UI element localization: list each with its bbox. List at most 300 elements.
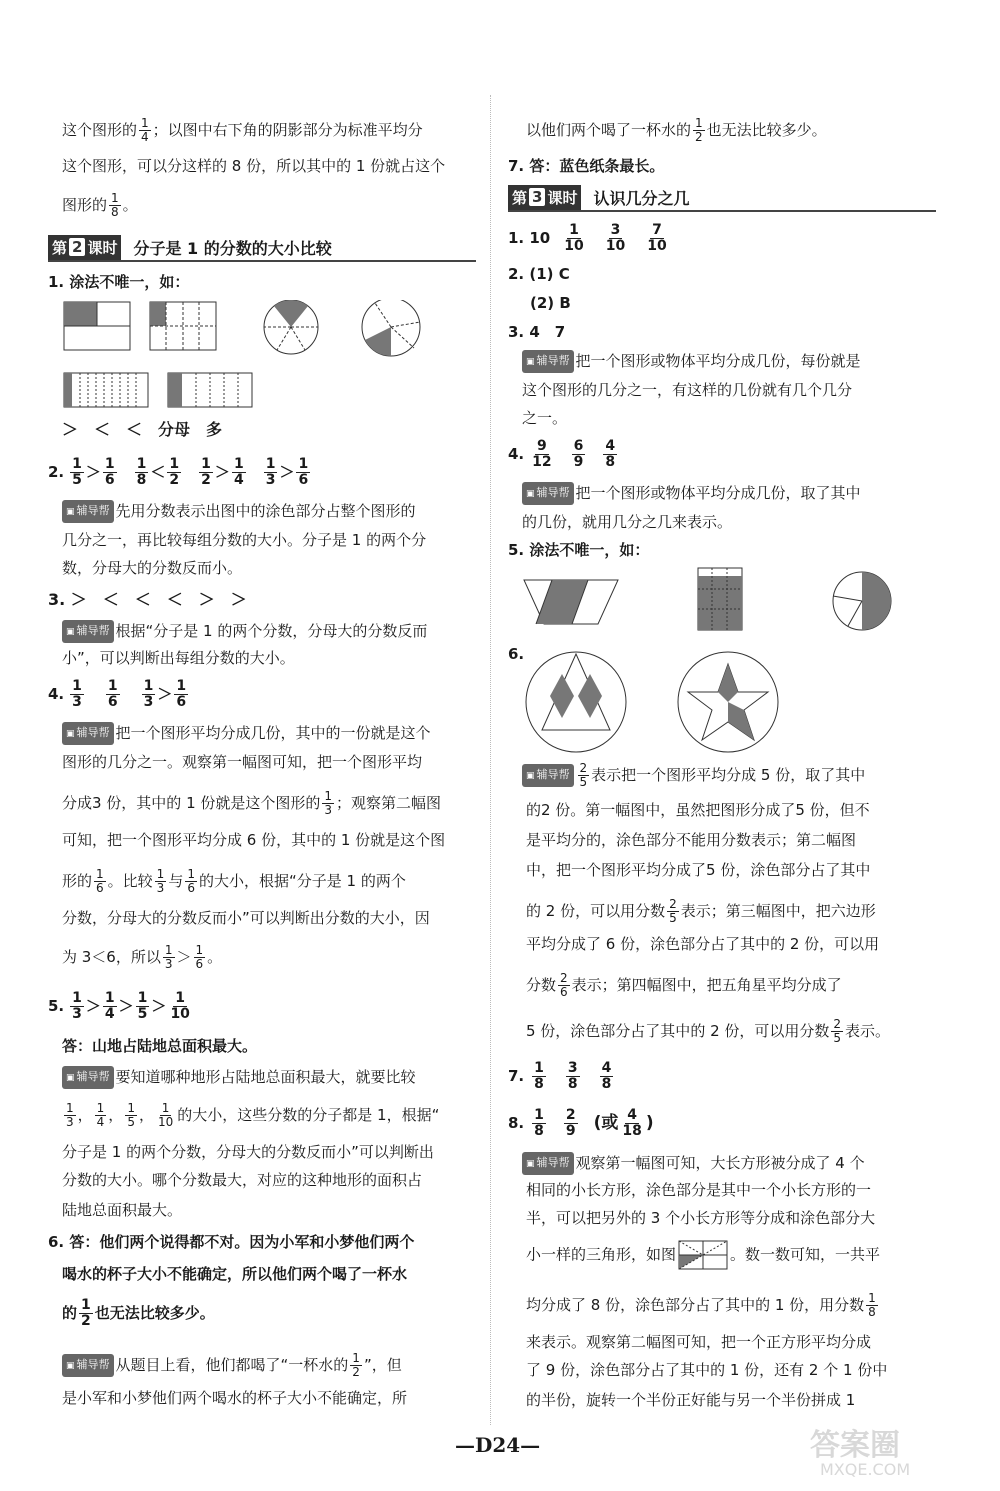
denominator: 5 [833, 1031, 842, 1045]
text: ＞ [118, 997, 134, 1015]
text: 2. [48, 463, 65, 481]
numerator: 1 [81, 1297, 91, 1313]
helper-badge: ▣ 辅导帮 [62, 1354, 114, 1377]
helper-line [522, 482, 861, 505]
helper-badge: ▣ 辅导帮 [522, 764, 574, 787]
text-line [62, 117, 423, 144]
circle-diamond-figure [526, 652, 626, 752]
helper-line: 的半份，旋转一个半份正好能与另一个半份拼成 1 [526, 1391, 856, 1409]
text: 7. [508, 1067, 525, 1085]
numerator: 1 [265, 455, 276, 472]
denominator: 6 [298, 471, 309, 488]
numerator: 1 [104, 989, 115, 1006]
helper-line [62, 1066, 416, 1089]
denominator: 3 [143, 693, 154, 710]
text: 4. [48, 685, 65, 703]
fraction [558, 972, 570, 999]
text: ) [645, 1113, 654, 1133]
lesson-title: 认识几分之几 [593, 188, 690, 208]
helper-line [62, 1352, 402, 1379]
numerator: 1 [104, 455, 115, 472]
fraction [322, 790, 334, 817]
column-divider [490, 95, 491, 1425]
numerator: 1 [96, 1101, 105, 1115]
denominator: 8 [136, 471, 147, 488]
helper-line: $\frac{1}{3}$ ， $\frac{1}{4}$ ， $\frac{1}{5}$ ， $\frac{1}{10}$ 的大小，这些分数的分子都是 1，根据“ [66, 1101, 440, 1129]
fraction [70, 457, 84, 488]
helper-line: 分数，分母大的分数反而小”可以判断出分数的大小，因 [62, 909, 430, 927]
helper-line [62, 790, 441, 817]
tag-text: 第 [512, 188, 528, 207]
text: 从题目上看，他们都喝了“一杯水的 [115, 1356, 349, 1374]
lesson-header [508, 184, 936, 212]
denominator: 6 [195, 957, 204, 971]
denominator: 18 [622, 1122, 642, 1139]
question-4 [48, 676, 190, 712]
numerator: 1 [534, 1059, 544, 1076]
fraction [135, 457, 149, 488]
numerator: 4 [605, 437, 616, 454]
circle-figure-2 [362, 300, 420, 356]
text: ＞ [85, 997, 101, 1015]
numerator: 1 [141, 116, 149, 130]
numerator: 3 [567, 1059, 578, 1076]
denominator: 3 [72, 1005, 82, 1022]
answer-8 [508, 1104, 654, 1142]
numerator: 2 [560, 971, 568, 985]
denominator: 6 [176, 693, 187, 710]
denominator: 5 [127, 1115, 135, 1129]
helper-line: 的2 份。第一幅图中，虽然把图形分成了5 份，但不 [526, 801, 870, 819]
helper-badge: ▣ 辅导帮 [62, 1066, 114, 1089]
answer-7 [508, 1058, 631, 1094]
text: 表示把一个图形平均分成 5 份，取了其中 [591, 766, 866, 784]
numerator: 3 [610, 221, 621, 238]
numerator: 1 [66, 1101, 74, 1115]
helper-badge: ▣ 辅导帮 [522, 350, 574, 373]
numerator: 1 [161, 1101, 170, 1115]
helper-line: 来表示。观察第二幅图可知，把一个正方形平均分成 [526, 1333, 872, 1351]
text: 也无法比较多少。 [94, 1304, 215, 1322]
denominator: 2 [81, 1313, 91, 1329]
denominator: 10 [647, 237, 667, 254]
fraction [530, 439, 553, 470]
numerator: 1 [107, 677, 118, 694]
denominator: 5 [669, 911, 677, 925]
question-5 [48, 988, 194, 1024]
denominator: 8 [534, 1122, 544, 1139]
text: ；以图中右下角的阴影部分为标准平均分 [152, 121, 423, 139]
denominator: 8 [534, 1075, 544, 1092]
fraction [603, 439, 617, 470]
numerator: 1 [72, 455, 82, 472]
denominator: 8 [605, 453, 616, 470]
helper-line: 相同的小长方形，涂色部分是其中一个小长方形的一 [526, 1181, 872, 1199]
denominator: 3 [156, 881, 165, 895]
fraction [70, 991, 84, 1022]
numerator: 1 [137, 989, 148, 1006]
helper-line [62, 868, 406, 895]
denominator: 2 [201, 471, 211, 488]
text-line [62, 192, 138, 219]
numerator: 1 [569, 221, 579, 238]
numerator: 2 [579, 761, 588, 775]
question-6: 6. 答：他们两个说得都不对。因为小军和小梦他们两个 [48, 1233, 415, 1251]
denominator: 9 [565, 1122, 576, 1139]
helper-line: 是平均分的，涂色部分不能用分数表示；第二幅图 [526, 831, 857, 849]
circle-star-figure [678, 652, 778, 752]
text: 5 份，涂色部分占了其中的 2 份，可以用分数 [526, 1022, 830, 1040]
text: 。 [122, 196, 138, 214]
fraction [264, 457, 278, 488]
text: 先用分数表示出图中的涂色部分占整个图形的 [115, 502, 416, 520]
helper-badge: ▣ 辅导帮 [522, 1152, 574, 1175]
denominator: 5 [579, 775, 588, 789]
text: 的 [62, 1304, 78, 1322]
denominator: 3 [265, 471, 276, 488]
question-6-line: 喝水的杯子大小不能确定，所以他们两个喝了一杯水 [62, 1265, 408, 1283]
parallelogram-figure [524, 580, 618, 624]
text: 的大小，这些分数的分子都是 1，根据“ [177, 1106, 440, 1124]
helper-line [62, 722, 431, 745]
answer-4 [508, 436, 633, 472]
denominator: 3 [72, 693, 82, 710]
helper-line [526, 898, 876, 925]
text: ＞ [85, 463, 101, 481]
fraction [645, 223, 668, 254]
numerator: 1 [127, 1101, 135, 1115]
grid-square-figure [698, 568, 742, 630]
text: 图形的 [62, 196, 108, 214]
helper-line: 的几份，就用几分之几来表示。 [522, 513, 733, 531]
text: ＞ [151, 997, 167, 1015]
text: 的 2 份，可以用分数 [526, 902, 666, 920]
denominator: 2 [169, 471, 180, 488]
numerator: 1 [169, 455, 180, 472]
answer-3: 3. 4 7 [508, 323, 566, 341]
fraction [94, 868, 106, 895]
circle-figure-1 [264, 300, 318, 354]
numerator: 1 [195, 943, 204, 957]
fraction [572, 439, 586, 470]
denominator: 2 [695, 130, 703, 144]
watermark-url: MXQE.COM [820, 1460, 911, 1479]
fraction [185, 868, 197, 895]
text-line: 这个图形，可以分这样的 8 份，所以其中的 1 份就占这个 [62, 157, 446, 175]
lesson-title: 分子是 1 的分数的大小比较 [133, 238, 332, 258]
fraction [199, 457, 213, 488]
denominator: 10 [170, 1005, 190, 1022]
answer-2b: (2) B [530, 294, 571, 312]
denominator: 6 [187, 881, 195, 895]
fraction [350, 1352, 362, 1379]
fraction [103, 991, 117, 1022]
helper-line [526, 1292, 880, 1319]
text: ＞ [157, 685, 173, 703]
text: 为 3＜6，所以 [62, 948, 161, 966]
answer-2a: 2. (1) C [508, 265, 570, 283]
helper-line [522, 762, 865, 789]
text: 小一样的三角形，如图 [526, 1245, 677, 1264]
denominator: 3 [164, 957, 173, 971]
text: 表示；第四幅图中，把五角星平均分成了 [571, 976, 842, 994]
denominator: 4 [233, 471, 244, 488]
fraction [831, 1018, 843, 1045]
helper-line: 之一。 [522, 409, 568, 427]
bar-figure-2 [168, 373, 252, 407]
fraction [564, 1108, 578, 1139]
fraction [604, 223, 627, 254]
denominator: 10 [564, 237, 584, 254]
fraction [532, 1061, 546, 1092]
denominator: 5 [137, 1005, 148, 1022]
denominator: 3 [66, 1115, 74, 1129]
text: 表示。 [845, 1022, 891, 1040]
helper-line: 分数的大小。哪个分数最大，对应的这种地形的面积占 [62, 1171, 423, 1189]
helper-line: 是小军和小梦他们两个喝水的杯子大小不能确定，所 [62, 1389, 408, 1407]
denominator: 10 [157, 1115, 174, 1129]
tag-text: 课时 [87, 238, 118, 257]
fraction [106, 679, 120, 710]
numerator: 1 [201, 455, 211, 472]
text: 根据“分子是 1 的两个分数，分母大的分数反而 [115, 622, 428, 640]
denominator: 2 [352, 1365, 360, 1379]
text: 。比较 [107, 872, 153, 890]
text: 1. 10 [508, 229, 551, 247]
text: 。 [207, 948, 223, 966]
numerator: 4 [627, 1106, 638, 1123]
fraction [168, 991, 191, 1022]
fraction [79, 1298, 93, 1329]
helper-line: 小”，可以判断出每组分数的大小。 [62, 649, 295, 667]
question-3: 3. ＞ ＜ ＜ ＜ ＞ ＞ [48, 590, 247, 609]
lesson-tag [508, 185, 581, 210]
denominator: 8 [567, 1075, 578, 1092]
numerator: 1 [534, 1106, 544, 1123]
text: 形的 [62, 872, 93, 890]
text: 表示；第三幅图中，把六边形 [680, 902, 876, 920]
helper-badge: ▣ 辅导帮 [62, 722, 114, 745]
denominator: 8 [868, 1305, 876, 1319]
helper-line [526, 972, 842, 999]
text: ＞ [176, 948, 192, 966]
fraction [693, 117, 705, 144]
helper-line [526, 1240, 880, 1270]
text: (或 [593, 1113, 619, 1133]
q5-answer: 答：山地占陆地总面积最大。 [62, 1037, 258, 1055]
fraction [620, 1108, 643, 1139]
tag-text: 第 [52, 238, 68, 257]
text: ”，但 [363, 1356, 402, 1374]
denominator: 4 [96, 1115, 105, 1129]
text: 以他们两个喝了一杯水的 [526, 121, 692, 139]
question-2 [48, 454, 326, 490]
numerator: 2 [669, 897, 677, 911]
denominator: 6 [104, 471, 115, 488]
helper-line [62, 620, 427, 643]
answer-6: 6. [508, 645, 525, 663]
fraction [600, 1061, 614, 1092]
numerator: 1 [868, 1291, 876, 1305]
denominator: 12 [532, 453, 552, 470]
fraction [163, 944, 175, 971]
answer-1 [508, 220, 685, 256]
helper-line: 陆地总面积最大。 [62, 1201, 183, 1219]
question-6-line [62, 1298, 215, 1329]
text: 也无法比较多少。 [706, 121, 827, 139]
text: 分成3 份，其中的 1 份就是这个图形的 [62, 794, 321, 812]
rect-figure-1 [64, 302, 130, 350]
fraction [136, 991, 150, 1022]
answer-5: 5. 涂法不唯一，如： [508, 541, 650, 559]
helper-badge: ▣ 辅导帮 [522, 482, 574, 505]
fraction [64, 1102, 76, 1129]
fraction [139, 117, 151, 144]
fraction [566, 1061, 580, 1092]
helper-line: 半，可以把另外的 3 个小长方形等分成和涂色部分大 [526, 1209, 876, 1227]
circle-figure [833, 572, 891, 630]
numerator: 1 [695, 116, 703, 130]
triangle-grid-icon [678, 1240, 728, 1270]
fraction [578, 762, 590, 789]
helper-line: 可知，把一个图形平均分成 6 份，其中的 1 份就是这个图 [62, 831, 446, 849]
lesson-number: 2 [69, 238, 85, 256]
numerator: 1 [72, 677, 82, 694]
page-number: —D24— [455, 1433, 541, 1457]
text: 8. [508, 1114, 525, 1132]
fraction [155, 868, 167, 895]
fraction [70, 679, 84, 710]
numerator: 9 [537, 437, 547, 454]
text-line [526, 117, 827, 144]
fraction [296, 457, 310, 488]
numerator: 1 [298, 455, 309, 472]
fraction [109, 192, 121, 219]
numerator: 1 [324, 789, 333, 803]
denominator: 10 [605, 237, 626, 254]
text: 把一个图形或物体平均分成几份，取了其中 [575, 484, 861, 502]
numerator: 1 [72, 989, 82, 1006]
fraction [866, 1292, 878, 1319]
numerator: 1 [156, 867, 165, 881]
numerator: 2 [565, 1106, 576, 1123]
denominator: 5 [72, 471, 82, 488]
denominator: 6 [107, 693, 118, 710]
helper-badge: ▣ 辅导帮 [62, 620, 114, 643]
fraction [103, 457, 117, 488]
numerator: 1 [143, 677, 154, 694]
fraction [232, 457, 246, 488]
question-1: 1. 涂法不唯一，如： [48, 273, 190, 291]
helper-line: 几分之一，再比较每组分数的大小。分子是 1 的两个分 [62, 531, 427, 549]
text: 观察第一幅图可知，大长方形被分成了 4 个 [575, 1154, 865, 1172]
denominator: 4 [104, 1005, 115, 1022]
helper-line [62, 944, 222, 971]
numerator: 7 [652, 221, 662, 238]
numerator: 1 [233, 455, 244, 472]
text: ＜ [150, 463, 166, 481]
text: 要知道哪种地形占陆地总面积最大，就要比较 [115, 1068, 416, 1086]
text: ＞ [214, 463, 230, 481]
helper-line: 图形的几分之一。观察第一幅图可知，把一个图形平均 [62, 753, 423, 771]
text: 均分成了 8 份，涂色部分占了其中的 1 份，用分数 [526, 1296, 865, 1314]
fraction [667, 898, 679, 925]
helper-line [522, 1152, 865, 1175]
helper-line: 数，分母大的分数反而小。 [62, 559, 243, 577]
numerator: 1 [352, 1351, 360, 1365]
helper-badge: ▣ 辅导帮 [62, 500, 114, 523]
fraction [562, 223, 585, 254]
text: ＞ [279, 463, 295, 481]
numerator: 1 [136, 455, 147, 472]
helper-line: 这个图形的几分之一，有这样的几份就有几个几分 [522, 381, 853, 399]
rect-figure-2 [150, 302, 216, 350]
helper-line: 平均分成了 6 份，涂色部分占了其中的 2 份，可以用 [526, 935, 880, 953]
text: 5. [48, 997, 65, 1015]
numerator: 1 [164, 943, 173, 957]
text: ；观察第二幅图 [336, 794, 442, 812]
text: 与 [168, 872, 184, 890]
helper-line [526, 1018, 890, 1045]
text: 这个图形的 [62, 121, 138, 139]
bar-figure-1 [64, 373, 148, 407]
text: 把一个图形或物体平均分成几份，每份就是 [575, 352, 861, 370]
denominator: 3 [324, 803, 333, 817]
question-7: 7. 答：蓝色纸条最长。 [508, 157, 665, 175]
fraction [95, 1102, 107, 1129]
text: 的大小，根据“分子是 1 的两个 [198, 872, 406, 890]
q1-answer: ＞ ＜ ＜ 分母 多 [62, 420, 223, 439]
lesson-number: 3 [529, 188, 545, 206]
fraction [194, 944, 206, 971]
denominator: 8 [111, 205, 119, 219]
fraction [156, 1102, 175, 1129]
helper-line [522, 350, 861, 373]
numerator: 1 [111, 191, 119, 205]
denominator: 6 [96, 881, 104, 895]
lesson-header [48, 234, 476, 262]
numerator: 6 [573, 437, 584, 454]
helper-line [62, 500, 416, 523]
a5-figures [522, 566, 932, 634]
lesson-tag [48, 235, 121, 260]
q1-figures [62, 300, 462, 412]
numerator: 1 [96, 867, 104, 881]
numerator: 1 [176, 677, 187, 694]
denominator: 6 [560, 985, 568, 999]
fraction [125, 1102, 137, 1129]
text: 把一个图形平均分成几份，其中的一份就是这个 [115, 724, 431, 742]
text: 。数一数可知，一共平 [730, 1245, 881, 1264]
watermark-logo: 答案圈 [810, 1428, 900, 1463]
fraction [167, 457, 181, 488]
fraction [142, 679, 156, 710]
helper-line: 了 9 份，涂色部分占了其中的 1 份，还有 2 个 1 份中 [526, 1361, 888, 1379]
fraction [174, 679, 188, 710]
denominator: 4 [141, 130, 149, 144]
fraction [532, 1108, 546, 1139]
numerator: 4 [601, 1059, 612, 1076]
numerator: 2 [833, 1017, 842, 1031]
helper-line: 分子是 1 的两个分数，分母大的分数反而小”可以判断出 [62, 1143, 434, 1161]
text: 分数 [526, 976, 557, 994]
denominator: 9 [573, 453, 584, 470]
helper-line: 中，把一个图形平均分成了5 份，涂色部分占了其中 [526, 861, 871, 879]
tag-text: 课时 [547, 188, 578, 207]
text: 4. [508, 445, 525, 463]
numerator: 1 [187, 867, 195, 881]
numerator: 1 [175, 989, 186, 1006]
